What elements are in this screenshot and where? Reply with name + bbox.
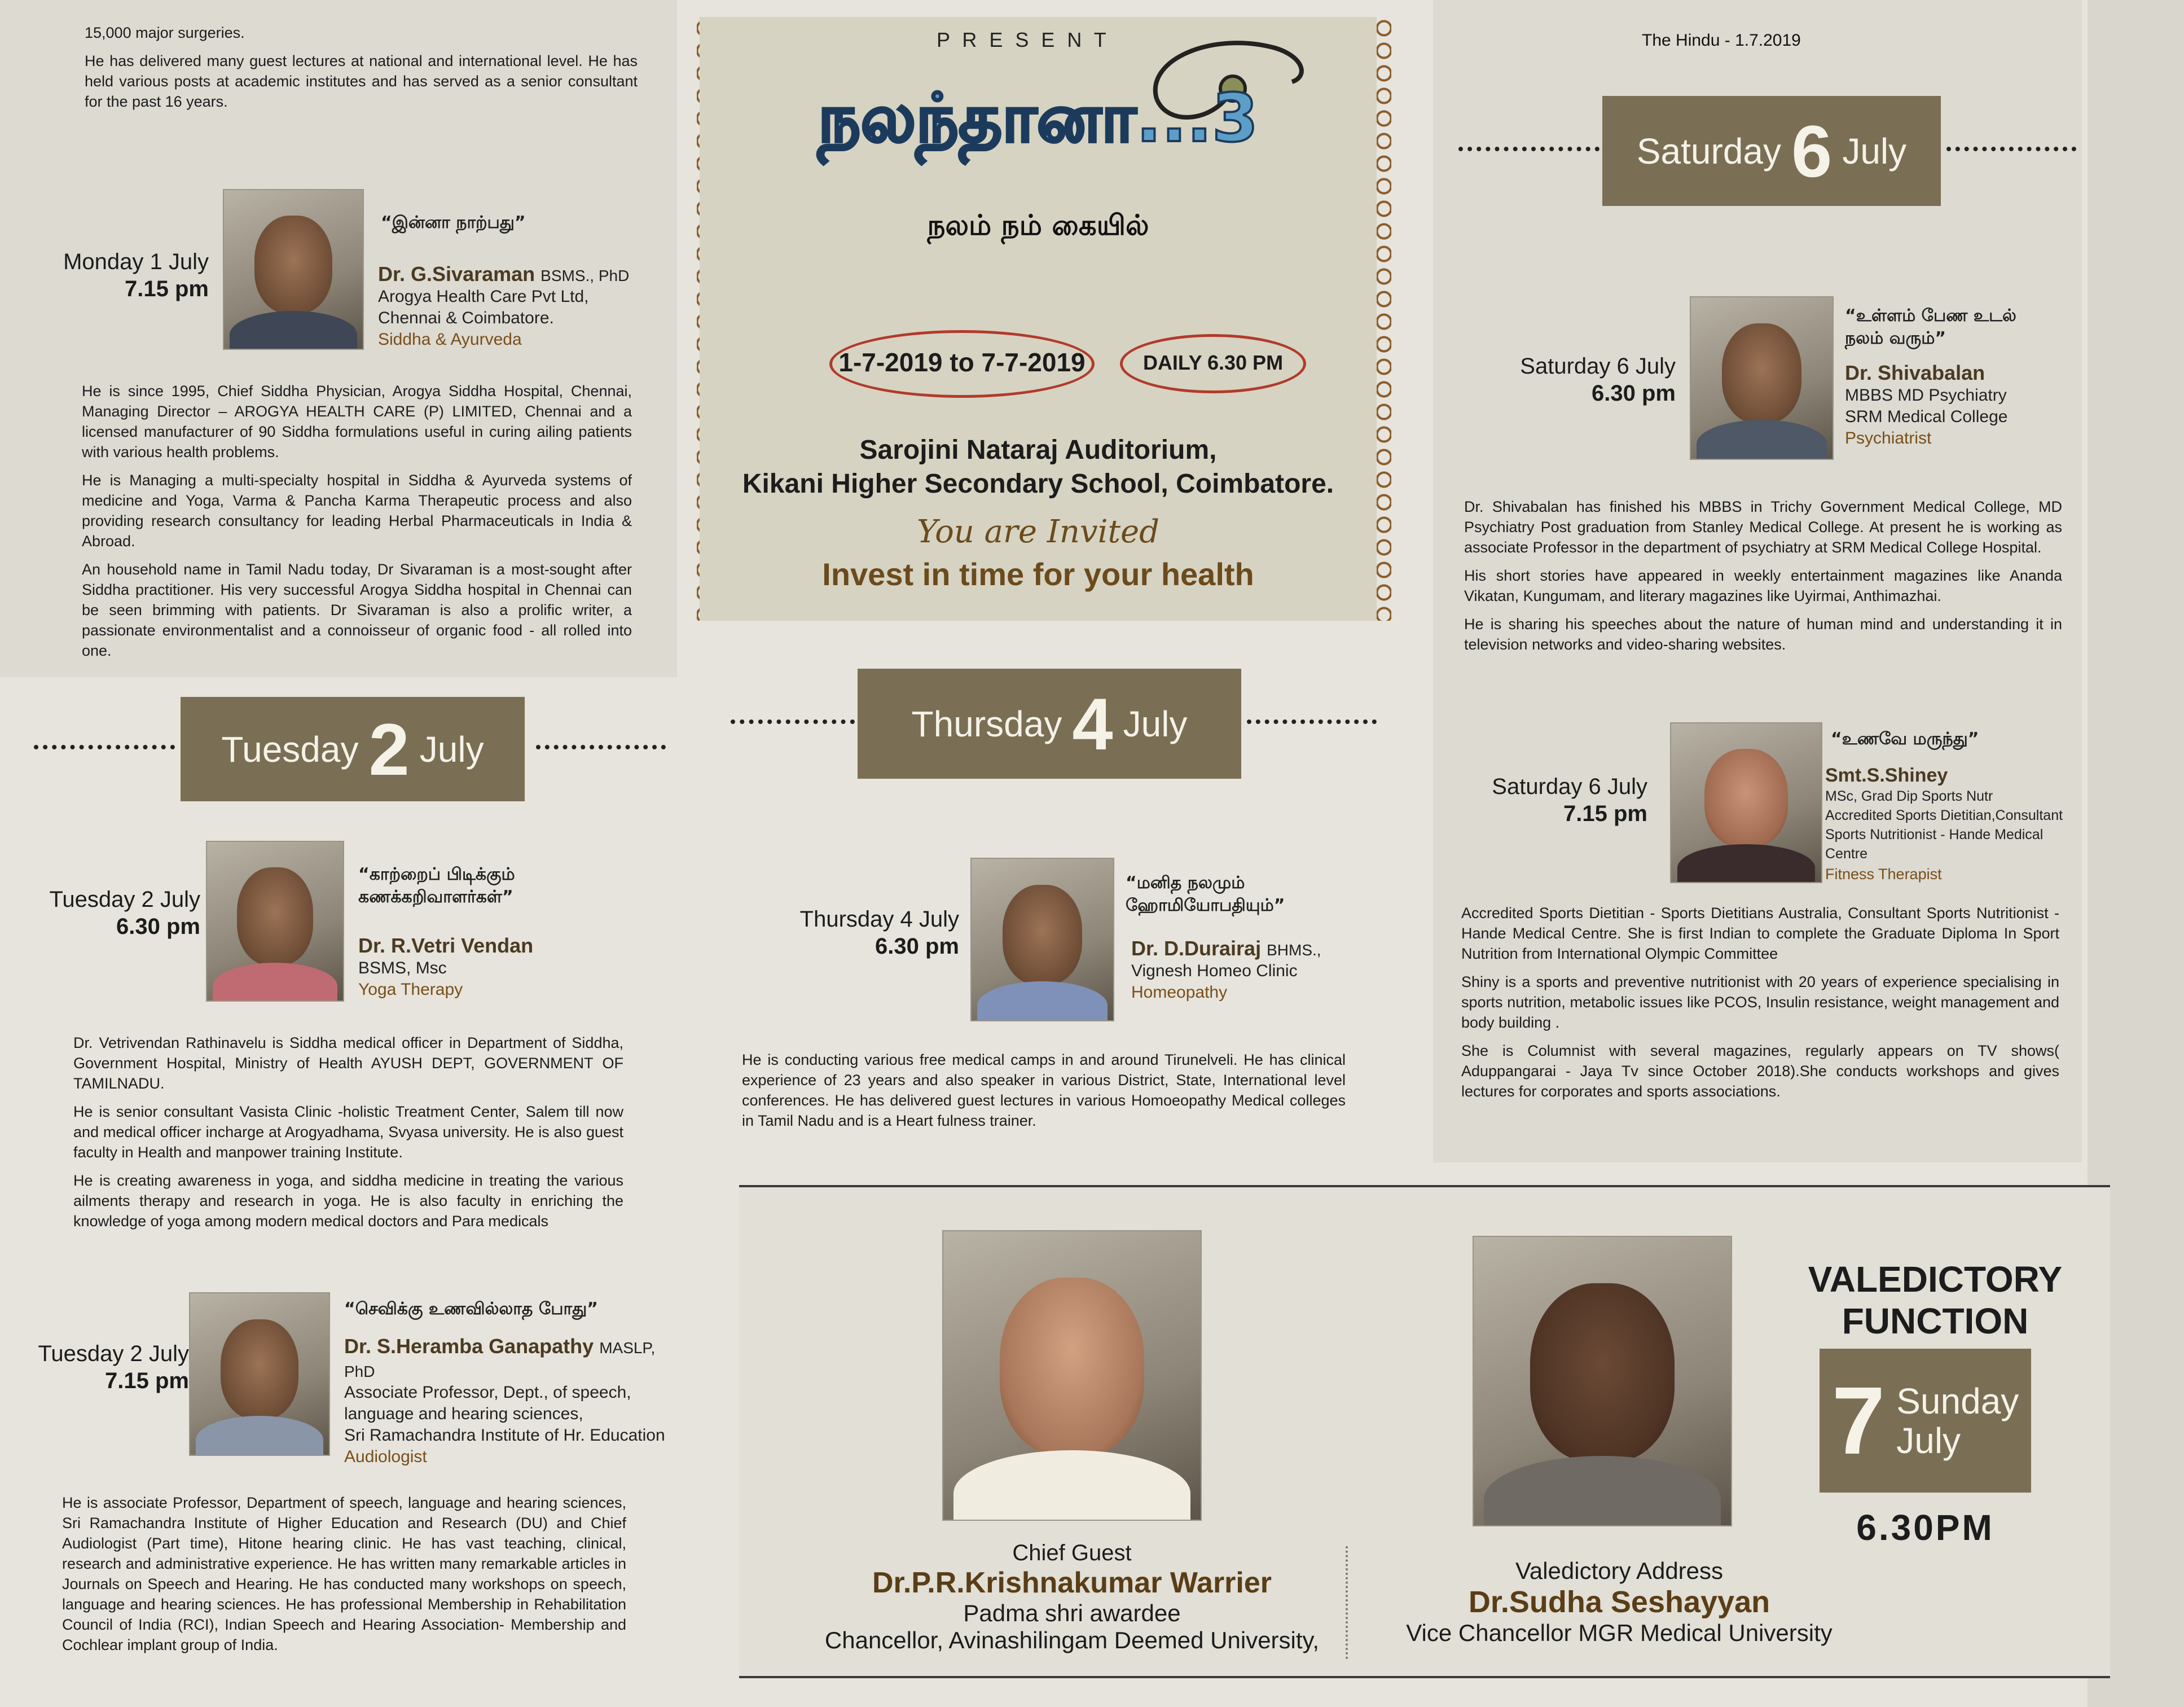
banner-month: July xyxy=(1896,1420,1961,1461)
day: Tuesday 2 July xyxy=(38,1341,189,1366)
shiney-info xyxy=(1825,765,2073,885)
time: 7.15 pm xyxy=(125,277,209,301)
bio-paragraph: His short stories have appeared in weekly entertainment magazines like Ananda Vikatan, Kungumam, and literary magazines like Uyirmai, Anthimazhai. xyxy=(1464,567,2062,604)
venue-line-1: Sarojini Nataraj Auditorium, xyxy=(859,435,1217,465)
shiney-photo xyxy=(1670,722,1822,883)
valedictory-date-banner xyxy=(1820,1349,2031,1493)
valedictory-address-block xyxy=(1365,1557,1873,1647)
face xyxy=(1704,749,1788,847)
saturday-banner xyxy=(1602,96,1941,206)
name: Dr. G.Sivaraman xyxy=(378,262,535,286)
heramba-datetime xyxy=(17,1340,189,1394)
banner-day: Sunday xyxy=(1896,1380,2019,1421)
bio-paragraph: He is creating awareness in yoga, and siddha medicine in treating the various ailments therapy and research in yoga. He is also faculty in enriching the knowledge of yoga among modern medical doctors and Para medicals xyxy=(73,1172,623,1230)
org-line-2: language and hearing sciences, xyxy=(344,1405,583,1423)
day: Saturday 6 July xyxy=(1492,774,1647,799)
bio-paragraph: He is sharing his speeches about the nature of human mind and understanding it in television networks and video-sharing websites. xyxy=(1464,616,2062,653)
address-line1: Vice Chancellor MGR Medical University xyxy=(1406,1620,1833,1646)
bio-paragraph: She is Columnist with several magazines, regularly appears on TV shows( Aduppangarai - Jaya Tv since October 2018).She conducts workshops and gives lectures for corporates and sports associations. xyxy=(1461,1042,2059,1100)
durairaj-datetime xyxy=(779,906,959,960)
banner-month: July xyxy=(1842,130,1907,172)
chief-guest-photo xyxy=(942,1230,1202,1521)
name: Dr. D.Durairaj xyxy=(1131,937,1262,960)
org-line-1: Arogya Health Care Pvt Ltd, xyxy=(378,287,589,306)
bio-paragraph: He is since 1995, Chief Siddha Physician, Arogya Siddha Hospital, Chennai, Managing Director – AROGYA HEALTH CARE (P) LIMITED, Chennai and a licensed manufacturer of 90 Siddha formulations useful in curing ailing patients with various health problems. xyxy=(82,383,632,460)
chief-guest-name: Dr.P.R.Krishnakumar Warrier xyxy=(872,1566,1272,1599)
banner-month: July xyxy=(1123,703,1188,744)
face xyxy=(1530,1283,1674,1462)
heramba-photo xyxy=(189,1292,330,1456)
address-name: Dr.Sudha Seshayyan xyxy=(1468,1585,1770,1619)
shoulders xyxy=(213,963,338,1002)
org-line-2: Accredited Sports Dietitian,Consultant xyxy=(1825,808,2063,823)
heading-line-1: VALEDICTORY xyxy=(1808,1259,2063,1300)
shiney-topic: “உணவே மருந்து” xyxy=(1831,729,1979,749)
thursday-dots-right xyxy=(1247,719,1377,724)
durairaj-topic: “மனித நலமும் ஹோமியோபதியும்” xyxy=(1126,873,1285,915)
address-role: Valedictory Address xyxy=(1515,1557,1724,1584)
valedictory-heading xyxy=(1805,1258,2065,1342)
specialty: Audiologist xyxy=(344,1447,427,1466)
banner-date: 4 xyxy=(1072,682,1113,765)
shivabalan-topic: “உள்ளம் பேண உடல் நலம் வரும்” xyxy=(1845,306,2016,348)
event-box xyxy=(700,17,1377,621)
specialty: Siddha & Ayurveda xyxy=(378,330,522,349)
sivaraman-datetime xyxy=(34,248,209,302)
venue-line-2: Kikani Higher Secondary School, Coimbatore. xyxy=(742,469,1334,499)
face xyxy=(221,1319,298,1419)
bio-paragraph: He is senior consultant Vasista Clinic -holistic Treatment Center, Salem till now and medical officer incharge at Arogyadhama, Svyasa university. He is also guest faculty in Health and manpower training Institute. xyxy=(73,1103,623,1161)
shivabalan-photo xyxy=(1690,296,1834,460)
speaker-name xyxy=(378,262,671,286)
shoulders xyxy=(230,311,357,350)
bio-paragraph: Shiny is a sports and preventive nutritionist with 20 years of experience specialising in sports nutrition, metabolic issues like PCOS, Insulin resistance, weight management and body building . xyxy=(1461,973,2059,1031)
face xyxy=(1003,885,1082,985)
thursday-banner xyxy=(858,669,1241,779)
shoulders xyxy=(1697,420,1827,460)
event-daily: DAILY 6.30 PM xyxy=(1142,351,1284,374)
vetrivendan-topic: “காற்றைப் பிடிக்கும் கணக்கறிவாளர்கள்” xyxy=(358,865,515,907)
sivaraman-info xyxy=(378,262,671,350)
specialty: Psychiatrist xyxy=(1845,429,1932,447)
tuesday-banner xyxy=(181,697,525,801)
shiney-bio xyxy=(1461,903,2059,1109)
valedictory-time: 6.30PM xyxy=(1856,1507,1994,1548)
name: Dr. S.Heramba Ganapathy xyxy=(344,1335,594,1358)
speaker-name: Smt.S.Shiney xyxy=(1825,765,1948,786)
wave-border-right xyxy=(1377,17,1391,621)
chief-guest-line2: Chancellor, Avinashilingam Deemed University, xyxy=(824,1627,1320,1653)
fragment-line: 15,000 major surgeries. xyxy=(85,24,245,41)
heramba-info xyxy=(344,1335,683,1468)
chief-guest-block xyxy=(801,1541,1343,1654)
valedictory-bottom-rule xyxy=(739,1676,2110,1678)
bio-paragraph: Dr. Shivabalan has finished his MBBS in Trichy Government Medical College, MD Psychiatry Post graduation from Stanley Medical College. At present he is working as associate Professor in the department of psychiatry at SRM Medical College Hospital. xyxy=(1464,498,2062,556)
vetrivendan-info xyxy=(358,934,652,1000)
quals: BSMS., PhD xyxy=(540,267,630,284)
banner-month: July xyxy=(419,729,484,770)
heramba-bio xyxy=(62,1493,626,1663)
speaker-name: Dr. Shivabalan xyxy=(1845,361,1985,384)
present-label: P R E S E N T xyxy=(937,28,1110,51)
day: Saturday 6 July xyxy=(1520,354,1676,379)
face xyxy=(1722,323,1801,423)
shoulders xyxy=(953,1450,1190,1521)
slogan-text: Invest in time for your health xyxy=(822,556,1254,592)
quals: BHMS., xyxy=(1267,941,1321,959)
banner-date: 2 xyxy=(368,708,410,791)
durairaj-info xyxy=(1131,937,1447,1003)
saturday-dots-left xyxy=(1458,147,1599,151)
org-line-1: MBBS MD Psychiatry xyxy=(1845,386,2007,405)
durairaj-bio xyxy=(742,1050,1346,1139)
org-line-3: Sports Nutritionist - Hande Medical Centre xyxy=(1825,827,2044,862)
bio-paragraph: He is Managing a multi-specialty hospital in Siddha & Ayurveda systems of medicine and Yoga, Varma & Pancha Karma Therapeutic process and also providing research consultancy for leading Herbal Pharmaceuticals in India & Abroad. xyxy=(82,472,632,550)
vetrivendan-bio xyxy=(73,1033,623,1239)
specialty: Fitness Therapist xyxy=(1825,866,1942,883)
day: Tuesday 2 July xyxy=(49,887,200,912)
bio-paragraph: An household name in Tamil Nadu today, Dr Sivaraman is a most-sought after Siddha practitioner. His very successful Arogya Siddha hospital in Chennai can be seen brimming with patients. Dr Sivaraman is also a prolific writer, a passionate environmentalist and a connoisseur of organic food - all rolled into one. xyxy=(82,561,632,659)
shoulders xyxy=(196,1416,323,1456)
shiney-datetime xyxy=(1478,773,1647,827)
shoulders xyxy=(1484,1456,1721,1526)
time: 6.30 pm xyxy=(1592,381,1676,406)
sivaraman-topic: “இன்னா நாற்பது” xyxy=(381,213,526,232)
bio-paragraph: Dr. Vetrivendan Rathinavelu is Siddha medical officer in Department of Siddha, Government Hospital, Ministry of Health AYUSH DEPT, GOVERNMENT OF TAMILNADU. xyxy=(73,1034,623,1092)
top-fragment xyxy=(85,23,638,120)
org-line-1: Associate Professor, Dept., of speech, xyxy=(344,1383,631,1402)
sivaraman-photo xyxy=(223,189,364,350)
banner-day: Tuesday xyxy=(221,729,359,770)
time: 6.30 pm xyxy=(875,934,959,959)
specialty: Homeopathy xyxy=(1131,983,1228,1002)
event-tagline: நலம் நம் கையில் xyxy=(927,209,1149,242)
banner-date: 7 xyxy=(1831,1367,1886,1475)
org-line-1: MSc, Grad Dip Sports Nutr xyxy=(1825,788,1993,804)
fragment-paragraph: He has delivered many guest lectures at national and international level. He has held various posts at academic institutes and has served as a senior consultant for the past 16 years. xyxy=(85,52,638,110)
banner-day-month xyxy=(1896,1381,2019,1460)
event-title: நலந்தானா...3 xyxy=(818,79,1259,157)
shivabalan-bio xyxy=(1464,497,2062,662)
bio-paragraph: He is conducting various free medical camps in and around Tirunelveli. He has clinical experience of 23 years and also speaker in various District, State, International level conferences. He has delivered guest lectures in various Homoeopathy Medical colleges in Tamil Nadu and is a Heart fulness trainer. xyxy=(742,1051,1346,1129)
masthead-source: The Hindu - 1.7.2019 xyxy=(1642,31,1801,50)
time: 6.30 pm xyxy=(116,914,200,939)
durairaj-photo xyxy=(970,858,1114,1021)
chief-guest-role: Chief Guest xyxy=(1012,1541,1132,1565)
face xyxy=(1000,1278,1144,1456)
vetrivendan-datetime xyxy=(23,886,200,940)
thursday-dots-left xyxy=(731,719,855,724)
speaker-name xyxy=(344,1335,683,1382)
tuesday-dots-right xyxy=(536,745,666,749)
banner-date: 6 xyxy=(1791,109,1833,192)
shivabalan-datetime xyxy=(1495,353,1676,407)
quals: MASLP, PhD xyxy=(344,1339,656,1380)
face xyxy=(254,216,332,314)
invite-text: You are Invited xyxy=(916,514,1159,550)
face xyxy=(237,867,313,966)
speaker-name xyxy=(1131,937,1447,960)
chief-guest-line1: Padma shri awardee xyxy=(963,1600,1181,1626)
heading-line-2: FUNCTION xyxy=(1842,1301,2029,1341)
day: Monday 1 July xyxy=(63,249,209,274)
specialty: Yoga Therapy xyxy=(358,980,463,999)
saturday-dots-right xyxy=(1946,147,2076,151)
banner-day: Saturday xyxy=(1636,130,1782,172)
shoulders xyxy=(1677,844,1816,883)
org-line-3: Sri Ramachandra Institute of Hr. Education xyxy=(344,1426,665,1445)
speaker-name: Dr. R.Vetri Vendan xyxy=(358,934,534,957)
bio-paragraph: He is associate Professor, Department of speech, language and hearing sciences, Sri Ramachandra Institute of Higher Education and Research (DU) and Chief Audiologist (Part time), Hitone hearing clinic. He has vast teaching, clinical, research and administrative experience. He has written many remarkable articles in Journals on Speech and Hearing. He has conducted many workshops on speech, language and hearing sciences. He has professional Membership in Rehabilitation Council of India (RCI), Indian Speech and Hearing Association- Membership and Cochlear implant group of India. xyxy=(62,1494,626,1653)
org-line-1: Vignesh Homeo Clinic xyxy=(1131,962,1298,980)
org-line-2: SRM Medical College xyxy=(1845,407,2008,426)
org-line-2: Chennai & Coimbatore. xyxy=(378,309,554,327)
sivaraman-bio xyxy=(82,381,632,669)
banner-day: Thursday xyxy=(911,703,1062,744)
event-dates: 1-7-2019 to 7-7-2019 xyxy=(838,348,1086,377)
shivabalan-info xyxy=(1845,361,2082,449)
vetrivendan-photo xyxy=(206,841,344,1002)
bio-paragraph: Accredited Sports Dietitian - Sports Dietitians Australia, Consultant Sports Nutritionist - Hande Medical Centre. She is first Indian to complete the Graduate Diploma In Sport Nutrition from International Olympic Committee xyxy=(1461,905,2059,962)
tuesday-dots-left xyxy=(34,745,175,749)
time: 7.15 pm xyxy=(1563,801,1647,826)
day: Thursday 4 July xyxy=(799,907,959,932)
heramba-topic: “செவிக்கு உணவில்லாத போது” xyxy=(344,1299,598,1319)
divider xyxy=(1346,1546,1348,1659)
time: 7.15 pm xyxy=(105,1368,189,1393)
valedictory-speaker-photo xyxy=(1473,1236,1732,1526)
shoulders xyxy=(977,981,1108,1021)
org-line-1: BSMS, Msc xyxy=(358,959,447,977)
